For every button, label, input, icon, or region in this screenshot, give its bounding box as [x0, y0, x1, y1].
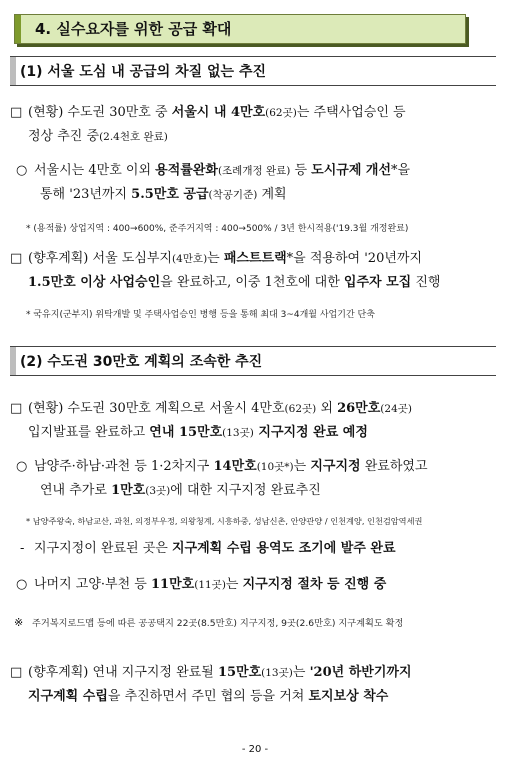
circle-bullet-icon: ○ [16, 459, 28, 474]
text: (11곳) [194, 579, 226, 591]
text: (10곳*) [256, 461, 294, 473]
text: 정상 추진 중 [28, 129, 100, 144]
s2-note-4 [14, 614, 403, 633]
text: 통해 '23년까지 [40, 187, 132, 202]
text: (13곳) [261, 667, 293, 679]
s1-plan-line1 [10, 250, 422, 268]
s1-status-line1 [10, 104, 406, 122]
text: 는 [293, 459, 311, 474]
reference-mark-icon: ※ [14, 616, 24, 629]
text: (4만호) [172, 253, 208, 265]
text: 지구지정 [310, 459, 361, 474]
text: (향후계획) 서울 도심부지 [28, 251, 172, 266]
text: (현황) 수도권 30만호 중 [28, 105, 172, 120]
subsection-2-header [10, 346, 496, 376]
text: 패스트트랙 [223, 251, 287, 266]
text: (13곳) [222, 427, 254, 439]
text: 용적률완화 [155, 163, 218, 178]
text: *을 적용하여 '20년까지 [286, 251, 423, 266]
text: 연내 15만호 [149, 425, 223, 440]
s2-status-line2 [28, 424, 368, 442]
text: (3곳) [145, 485, 171, 497]
text: 입지발표를 완료하고 [28, 425, 150, 440]
text: 는 [207, 251, 224, 266]
s2-rest-line [16, 576, 386, 594]
s2-status-line1 [10, 400, 412, 418]
subsection-1-header [10, 56, 496, 86]
square-bullet-icon: □ [10, 251, 23, 266]
square-bullet-icon: □ [10, 105, 23, 120]
text: 주거복지로드맵 등에 따른 공공택지 22곳(8.5만호) 지구지정, 9곳(2.6만호) 지구계획도 확정 [32, 618, 404, 629]
square-bullet-icon: □ [10, 401, 23, 416]
s2-namyang-line2 [40, 482, 321, 500]
text: 는 주택사업승인 등 [296, 105, 406, 120]
text: 입주자 모집 [343, 275, 412, 290]
text: (62곳) [284, 403, 317, 415]
subsection-tab [10, 347, 16, 375]
text: 서울시 내 4만호 [171, 105, 266, 120]
s1-note-2: * 국유지(군부지) 위탁개발 및 주택사업승인 병행 등을 통해 최대 3~4개월 사업기간 단축 [26, 310, 375, 320]
s1-seoul-line1 [16, 162, 410, 180]
text: 을 추진하면서 주민 협의 등을 거쳐 [107, 689, 309, 704]
s2-namyang-line1 [16, 458, 428, 476]
text: 11만호 [151, 577, 195, 592]
s1-plan-line2 [28, 274, 440, 292]
square-bullet-icon: □ [10, 665, 23, 680]
s1-status-line2 [28, 128, 168, 146]
text: 완료하였고 [360, 459, 428, 474]
text: 1.5만호 이상 사업승인 [28, 275, 161, 290]
s1-note-1: * (용적률) 상업지역 : 400→600%, 준주거지역 : 400→500% / 3년 한시적용('19.3월 개정완료) [26, 224, 409, 234]
text: 등 [290, 163, 312, 178]
text: 연내 추가로 [40, 483, 112, 498]
text: 5.5만호 공급 [131, 187, 209, 202]
text: (현황) 수도권 30만호 계획으로 서울시 4만호 [28, 401, 285, 416]
section-header [14, 14, 466, 44]
text: 도시규제 개선 [311, 163, 392, 178]
page-number: - 20 - [241, 744, 269, 755]
text: (향후계획) 연내 지구지정 완료될 [28, 665, 218, 680]
text: 지구지정 완료 예정 [253, 425, 368, 440]
section-title: 4. 실수요자를 위한 공급 확대 [35, 20, 232, 38]
text: '20년 하반기까지 [309, 665, 412, 680]
subsection-2-title: (2) 수도권 30만호 계획의 조속한 추진 [20, 354, 263, 370]
text: 지구계획 수립 용역도 조기에 발주 완료 [171, 541, 396, 556]
s2-dash-line [20, 540, 396, 558]
circle-bullet-icon: ○ [16, 577, 28, 592]
s2-note-3: * 남양주왕숙, 하남교산, 과천, 의정부우정, 의왕청계, 시흥하중, 성남신촌, 안양관양 / 인천계양, 인천검암역세권 [26, 516, 423, 526]
text: 26만호 [337, 401, 381, 416]
text: 1만호 [111, 483, 146, 498]
text: 진행 [411, 275, 441, 290]
s2-plan-line2 [28, 688, 388, 706]
text: 남양주·하남·과천 등 1·2차지구 [34, 459, 214, 474]
text: 을 완료하고, 이중 1천호에 대한 [160, 275, 344, 290]
text: 서울시는 4만호 이외 [34, 163, 156, 178]
text: (62곳) [265, 107, 297, 119]
text: (24곳) [380, 403, 412, 415]
subsection-1-title: (1) 서울 도심 내 공급의 차질 없는 추진 [20, 64, 266, 80]
text: 는 [225, 577, 243, 592]
text: 지구지정이 완료된 곳은 [34, 541, 172, 556]
text: 지구지정 절차 등 진행 중 [242, 577, 387, 592]
text: 나머지 고양·부천 등 [34, 577, 151, 592]
header-accent-bar [15, 15, 21, 43]
s2-plan-line1 [10, 664, 412, 682]
text: (2.4천호 완료) [99, 131, 168, 143]
text: (조례개정 완료) [217, 165, 291, 177]
text: 지구계획 수립 [28, 689, 108, 704]
text: 14만호 [213, 459, 257, 474]
text: 15만호 [217, 665, 262, 680]
circle-bullet-icon: ○ [16, 163, 28, 178]
text: 는 [292, 665, 310, 680]
text: 토지보상 착수 [308, 689, 389, 704]
text: 외 [316, 401, 338, 416]
text: 계획 [257, 187, 287, 202]
dash-bullet-icon: - [20, 541, 25, 556]
text: *을 [391, 163, 411, 178]
text: 에 대한 지구지정 완료추진 [170, 483, 321, 498]
text: (착공기준) [208, 189, 258, 201]
subsection-tab [10, 57, 16, 85]
s1-seoul-line2 [40, 186, 287, 204]
